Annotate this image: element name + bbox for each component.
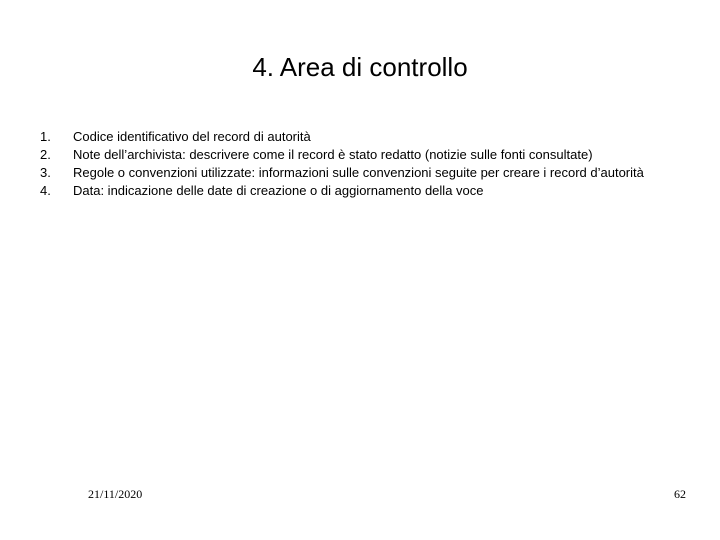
list-item-text: Data: indicazione delle date di creazione o di aggiornamento della voce xyxy=(73,183,484,198)
content-list xyxy=(40,128,700,200)
list-item-number: 3. xyxy=(40,165,51,180)
list-item-text: Codice identificativo del record di autorità xyxy=(73,129,311,144)
list-item-number: 4. xyxy=(40,183,51,198)
page-number: 62 xyxy=(674,487,686,501)
list-item xyxy=(40,128,700,145)
list-item-text: Note dell’archivista: descrivere come il record è stato redatto (notizie sulle fonti consultate) xyxy=(73,147,593,162)
list-item-number: 2. xyxy=(40,147,51,162)
list-item xyxy=(40,182,700,199)
slide-title: 4. Area di controllo xyxy=(252,52,468,82)
footer-date: 21/11/2020 xyxy=(88,487,143,501)
list-item xyxy=(40,146,700,163)
list-item-number: 1. xyxy=(40,129,51,144)
list-item xyxy=(40,164,700,181)
list-item-text: Regole o convenzioni utilizzate: informazioni sulle convenzioni seguite per creare i record d’autorità xyxy=(73,165,644,180)
